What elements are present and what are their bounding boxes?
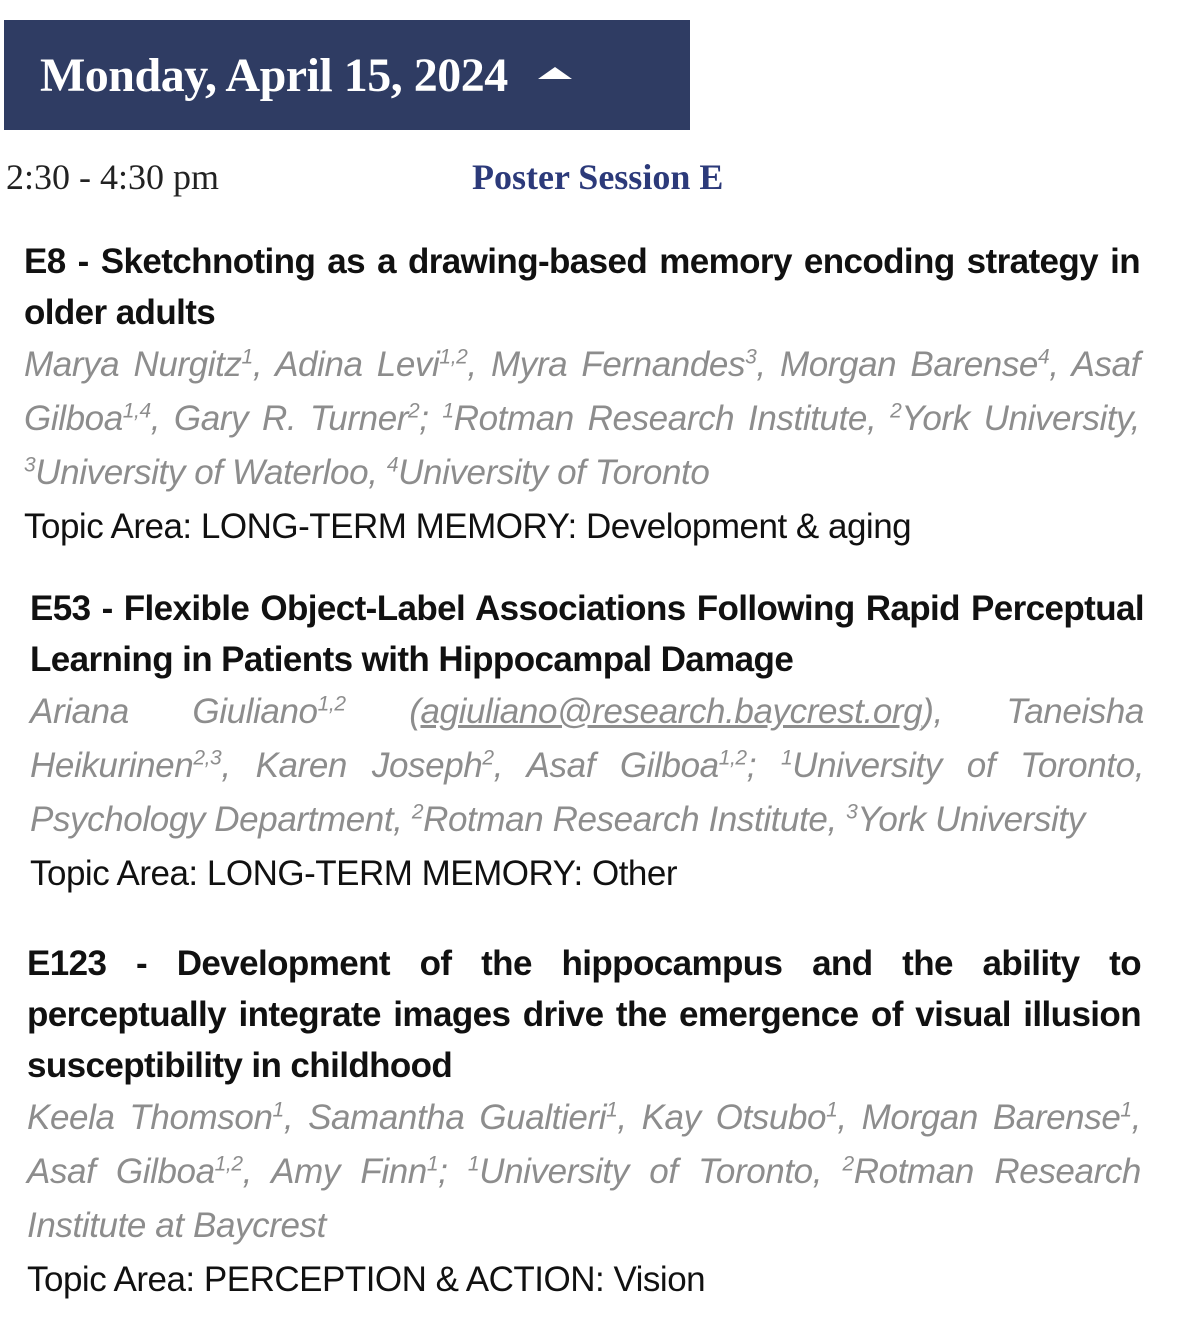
author-affiliation-marker: 1 bbox=[426, 1152, 439, 1176]
separator: , bbox=[150, 399, 174, 438]
author-affiliation-marker: 2 bbox=[482, 746, 494, 770]
separator: , bbox=[1049, 345, 1072, 384]
affiliation-number: 3 bbox=[846, 800, 858, 824]
separator: , bbox=[933, 692, 1007, 731]
poster-title: E8 - Sketchnoting as a drawing-based memory encoding strategy in older adults bbox=[24, 242, 1140, 332]
affiliation-name: University of Toronto bbox=[398, 453, 710, 492]
author-affiliation-marker: 1,2 bbox=[718, 746, 747, 770]
poster-title: E123 - Development of the hippocampus and the ability to perceptually integrate images drive the emergence of visual illusion susceptibility in childhood bbox=[27, 944, 1141, 1085]
separator: , bbox=[837, 1098, 862, 1137]
author-affiliation-marker: 2 bbox=[408, 399, 420, 423]
affiliation-name: Rotman Research Institute bbox=[453, 399, 867, 438]
author-affiliation-marker: 1,4 bbox=[122, 399, 151, 423]
separator: ; bbox=[746, 746, 781, 785]
poster-entry bbox=[27, 938, 1141, 1307]
poster-entry bbox=[24, 236, 1140, 554]
affiliation-number: 1 bbox=[442, 399, 454, 423]
author-name: Ariana Giuliano bbox=[30, 692, 318, 731]
separator: , bbox=[827, 800, 847, 839]
author-affiliation-marker: 1,2 bbox=[439, 345, 468, 369]
poster-authors bbox=[27, 1091, 1141, 1253]
author-name: Morgan Barense bbox=[861, 1098, 1121, 1137]
separator: , bbox=[493, 746, 527, 785]
poster-topic: Topic Area: LONG-TERM MEMORY: Development & aging bbox=[24, 507, 912, 546]
separator: , bbox=[283, 1098, 309, 1137]
poster-authors: Ariana Giuliano$^{1,2}$ (agiuliano@research.baycrest.org), Taneisha Heikurinen$^{2,3}$, Karen Joseph$^2$, Asaf Gilboa$^{1,2}$; $^1$University of Toronto, Psychology Department, $^2$Rotman Research Institute, $^3$York University bbox=[30, 692, 1145, 839]
separator: , bbox=[756, 345, 780, 384]
author-name: Asaf Gilboa bbox=[24, 345, 1140, 438]
author-name: Asaf Gilboa bbox=[526, 746, 719, 785]
author-name: Gary R. Turner bbox=[173, 399, 409, 438]
separator: , bbox=[1131, 1098, 1141, 1137]
author-name: Samantha Gualtieri bbox=[308, 1098, 607, 1137]
author-name: Amy Finn bbox=[271, 1152, 427, 1191]
affiliation-name: University of Waterloo bbox=[35, 453, 369, 492]
author-name: Morgan Barense bbox=[779, 345, 1038, 384]
separator: ; bbox=[419, 399, 443, 438]
separator: , bbox=[1130, 399, 1140, 438]
author-email-link[interactable]: agiuliano@research.baycrest.org bbox=[420, 692, 923, 731]
author-affiliation-marker: 1 bbox=[241, 345, 253, 369]
separator: , bbox=[812, 1152, 843, 1191]
author-affiliation-marker: 1 bbox=[826, 1098, 838, 1122]
author-affiliation-marker: 1,2 bbox=[214, 1152, 243, 1176]
affiliation-number: 2 bbox=[890, 399, 902, 423]
author-affiliation-marker: 3 bbox=[745, 345, 757, 369]
poster-authors bbox=[24, 338, 1140, 500]
session-time: 2:30 - 4:30 pm bbox=[6, 157, 219, 197]
affiliation-number: 3 bbox=[24, 453, 36, 477]
affiliation-number: 2 bbox=[411, 800, 424, 824]
separator: , bbox=[393, 800, 412, 839]
affiliation-number: 1 bbox=[780, 746, 793, 770]
author-name: Marya Nurgitz bbox=[24, 345, 242, 384]
author-affiliation-marker: 1 bbox=[1120, 1098, 1132, 1122]
author-name: Myra Fernandes bbox=[490, 345, 746, 384]
affiliation-number: 4 bbox=[386, 453, 399, 477]
author-affiliation-marker: 1 bbox=[606, 1098, 618, 1122]
affiliation-name: Rotman Research Institute bbox=[423, 800, 828, 839]
author-name: Keela Thomson bbox=[27, 1098, 273, 1137]
session-name: Poster Session E bbox=[472, 157, 724, 197]
affiliation-name: University of Toronto, Psychology Department bbox=[30, 746, 1145, 839]
author-name: Taneisha Heikurinen bbox=[30, 692, 1144, 785]
author-name: Kay Otsubo bbox=[641, 1098, 827, 1137]
poster-topic: Topic Area: LONG-TERM MEMORY: Other bbox=[30, 854, 678, 893]
author-affiliation-marker: 1 bbox=[272, 1098, 284, 1122]
poster-entry bbox=[30, 583, 1144, 901]
author-name: Asaf Gilboa bbox=[27, 1152, 215, 1191]
poster-topic: Topic Area: PERCEPTION & ACTION: Vision bbox=[27, 1260, 706, 1299]
author-affiliation-marker: 1,2 bbox=[317, 692, 346, 716]
author-affiliation-marker: 2,3 bbox=[193, 746, 222, 770]
affiliation-number: 1 bbox=[467, 1152, 480, 1176]
affiliation-name: York University bbox=[857, 800, 1085, 839]
separator: , bbox=[467, 345, 491, 384]
author-affiliation-marker: 4 bbox=[1038, 345, 1050, 369]
affiliation-name: York University bbox=[901, 399, 1131, 438]
affiliation-number: 2 bbox=[842, 1152, 854, 1176]
separator: , bbox=[617, 1098, 642, 1137]
poster-title: E53 - Flexible Object-Label Associations Following Rapid Perceptual Learning in Patients with Hippocampal Damage bbox=[30, 589, 1144, 679]
separator: , bbox=[221, 746, 256, 785]
author-name: Karen Joseph bbox=[255, 746, 483, 785]
caret-up-icon[interactable] bbox=[538, 67, 572, 79]
separator: , bbox=[368, 453, 387, 492]
date-header-bar[interactable] bbox=[4, 20, 690, 130]
author-name: Adina Levi bbox=[275, 345, 440, 384]
separator: ; bbox=[438, 1152, 468, 1191]
separator: , bbox=[867, 399, 891, 438]
date-heading: Monday, April 15, 2024 bbox=[40, 48, 508, 102]
separator: , bbox=[242, 1152, 272, 1191]
affiliation-name: Rotman Research Institute at Baycrest bbox=[27, 1152, 1141, 1245]
separator: , bbox=[252, 345, 276, 384]
affiliation-name: University of Toronto bbox=[479, 1152, 813, 1191]
